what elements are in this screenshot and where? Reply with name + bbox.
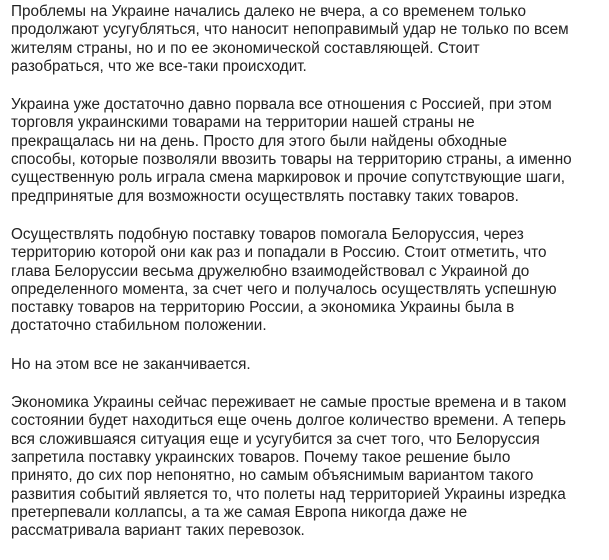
text-line: глава Белоруссии весьма дружелюбно взаимодействовал с Украиной до (11, 262, 530, 280)
text-line: Украина уже достаточно давно порвала все отношения с Россией, при этом (11, 96, 552, 114)
article-body (11, 3, 605, 560)
text-line: торговля украинскими товарами на территории нашей страны не (11, 114, 475, 132)
text-line: рассматривала вариант таких перевозок. (11, 522, 305, 540)
text-line: претерпевали коллапсы, а та же самая Европа никогда даже не (11, 503, 468, 521)
text-line: жителям страны, но и по ее экономической составляющей. Стоит (11, 39, 480, 57)
paragraph-3 (11, 226, 605, 336)
text-line: способы, которые позволяли ввозить товары на территорию страны, а именно (11, 151, 572, 169)
text-line: достаточно стабильном положении. (11, 317, 267, 335)
text-line: территорию которой они как раз и попадали в Россию. Стоит отметить, что (11, 244, 547, 262)
text-line: запретила поставку украинских товаров. Почему такое решение было (11, 448, 511, 466)
paragraph-4 (11, 356, 605, 374)
paragraph-2 (11, 96, 605, 206)
text-line: Но на этом все не заканчивается. (11, 355, 251, 373)
text-line: принято, до сих пор непонятно, но самым объяснимым вариантом такого (11, 467, 534, 485)
text-line: продолжают усугубляться, что наносит непоправимый удар не только по всем (11, 21, 569, 39)
paragraph-5 (11, 394, 605, 540)
text-line: прекращалась ни на день. Просто для этого были найдены обходные (11, 132, 508, 150)
paragraph-1 (11, 3, 605, 76)
text-line: вся сложившаяся ситуация еще и усугубится за счет того, что Белоруссия (11, 430, 540, 448)
text-line: поставку товаров на территорию России, а экономика Украины была в (11, 299, 515, 317)
text-line: состоянии будет находиться еще очень долгое количество времени. А теперь (11, 412, 566, 430)
text-line: разобраться, что же все-таки происходит. (11, 57, 307, 75)
text-line: развития событий является то, что полеты над территорией Украины изредка (11, 485, 566, 503)
text-line: Проблемы на Украине начались далеко не вчера, а со временем только (11, 3, 527, 20)
text-line: Экономика Украины сейчас переживает не самые простые времена и в таком (11, 394, 567, 412)
text-line: Осуществлять подобную поставку товаров помогала Белоруссия, через (11, 225, 524, 243)
text-line: предпринятые для возможности осуществлять поставку таких товаров. (11, 187, 519, 205)
text-line: определенного момента, за счет чего и получалось осуществлять успешную (11, 280, 557, 298)
text-line: существенную роль играла смена маркировок и прочие сопутствующие шаги, (11, 169, 566, 187)
